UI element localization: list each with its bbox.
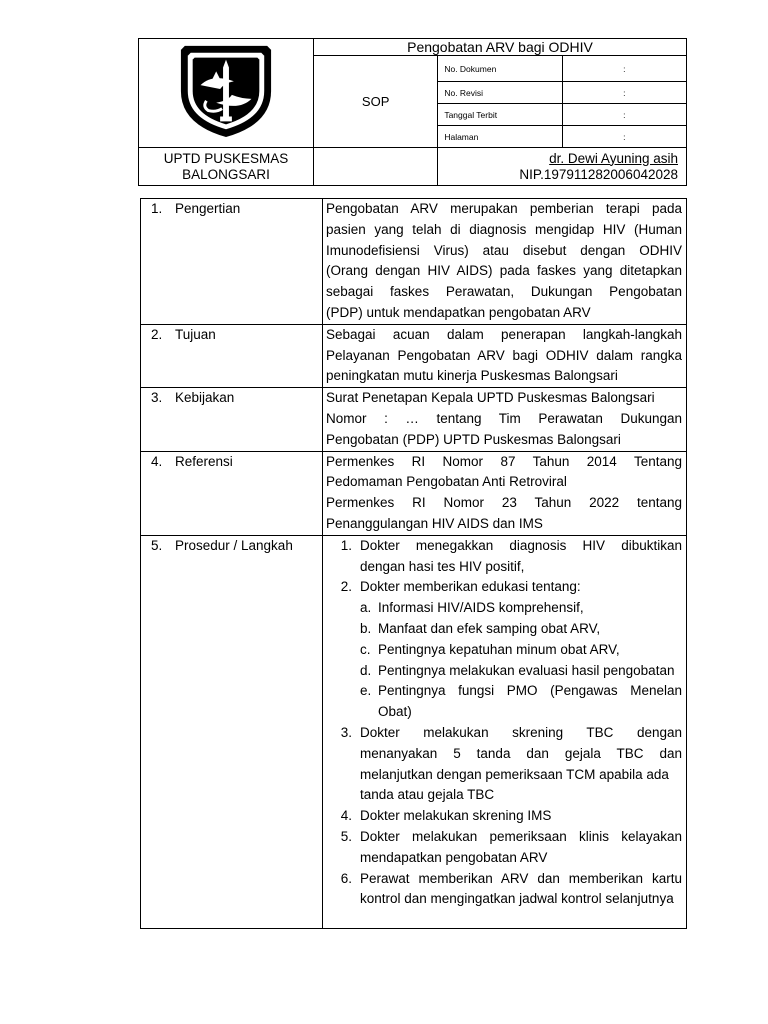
procedure-step: 3. Dokter melakukan skrening TBC dengan menanyakan 5 tanda dan gejala TBC dan melanjutkan dengan pemeriksaan TCM apabila ada tanda atau gejala TBC bbox=[340, 724, 682, 803]
meta-label-tanggal-terbit: Tanggal Terbit bbox=[438, 104, 562, 126]
surabaya-emblem-icon bbox=[177, 42, 275, 140]
sop-label: SOP bbox=[314, 56, 438, 148]
section-content: Surat Penetapan Kepala UPTD Puskesmas Balongsari Nomor : … tentang Tim Perawatan Dukungan Pengobatan (PDP) UPTD Puskesmas Balongsari bbox=[323, 388, 687, 451]
section-label: 2. Tujuan bbox=[141, 324, 323, 387]
organization-name bbox=[139, 148, 314, 186]
org-line-2: BALONGSARI bbox=[182, 166, 270, 182]
procedure-substep: e. Pentingnya fungsi PMO (Pengawas Menelan Obat) bbox=[360, 683, 682, 720]
procedure-step: 5. Dokter melakukan pemeriksaan klinis kelayakan mendapatkan pengobatan ARV bbox=[340, 828, 682, 865]
procedure-substep: c. Pentingnya kepatuhan minum obat ARV, bbox=[360, 641, 620, 657]
meta-colon: : bbox=[562, 82, 686, 104]
section-content bbox=[323, 535, 687, 928]
section-content: Sebagai acuan dalam penerapan langkah-langkah Pelayanan Pengobatan ARV bagi ODHIV dalam rangka peningkatan mutu kinerja Puskesmas Balongsari bbox=[323, 324, 687, 387]
section-content: Permenkes RI Nomor 87 Tahun 2014 Tentang Pedomaman Pengobatan Anti Retroviral Permenkes RI Nomor 23 Tahun 2022 tentang Penanggulangan HIV AIDS dan IMS bbox=[323, 451, 687, 535]
row-kebijakan bbox=[141, 388, 687, 451]
sop-content-table bbox=[140, 198, 687, 929]
sop-header-table bbox=[138, 38, 687, 186]
section-label: 1. Pengertian bbox=[141, 199, 323, 325]
logo-cell bbox=[139, 39, 314, 148]
procedure-substep: b. Manfaat dan efek samping obat ARV, bbox=[360, 620, 601, 636]
section-label: 5. Prosedur / Langkah bbox=[141, 535, 323, 928]
signer-nip: NIP.197911282006042028 bbox=[519, 166, 678, 182]
row-tujuan bbox=[141, 324, 687, 387]
blank-cell bbox=[314, 148, 438, 186]
row-pengertian bbox=[141, 199, 687, 325]
section-label: 3. Kebijakan bbox=[141, 388, 323, 451]
procedure-substep: a. Informasi HIV/AIDS komprehensif, bbox=[360, 600, 584, 616]
meta-label-no-revisi: No. Revisi bbox=[438, 82, 562, 104]
procedure-step: 4. Dokter melakukan skrening IMS bbox=[340, 808, 552, 824]
meta-label-no-dokumen: No. Dokumen bbox=[438, 56, 562, 82]
row-prosedur bbox=[141, 535, 687, 928]
procedure-step: 1. Dokter menegakkan diagnosis HIV dibuktikan dengan hasi tes HIV positif, bbox=[340, 537, 682, 574]
meta-label-halaman: Halaman bbox=[438, 126, 562, 148]
signature-block bbox=[438, 148, 687, 186]
procedure-step: 2. Dokter memberikan edukasi tentang: a. Informasi HIV/AIDS komprehensif, b. Manfaat dan efek samping obat ARV, c. Pentingnya kepatuhan minum obat ARV, d. Pentingnya melakukan evaluasi hasil pengobatan e. Pentingnya fungsi PMO (Pengawas Menelan Obat) bbox=[326, 577, 682, 723]
org-line-1: UPTD PUSKESMAS bbox=[163, 150, 289, 166]
procedure-step: 6. Perawat memberikan ARV dan memberikan kartu kontrol dan mengingatkan jadwal kontrol selanjutnya bbox=[340, 870, 682, 907]
procedure-substep: d. Pentingnya melakukan evaluasi hasil pengobatan bbox=[360, 662, 675, 678]
signer-name: dr. Dewi Ayuning asih bbox=[549, 150, 678, 166]
meta-colon: : bbox=[562, 104, 686, 126]
section-label: 4. Referensi bbox=[141, 451, 323, 535]
meta-colon: : bbox=[562, 126, 686, 148]
row-referensi bbox=[141, 451, 687, 535]
document-title: Pengobatan ARV bagi ODHIV bbox=[314, 39, 687, 56]
meta-colon: : bbox=[562, 56, 686, 82]
section-content: Pengobatan ARV merupakan pemberian terapi pada pasien yang telah di diagnosis mengidap HIV (Human Imunodefisiensi Virus) atau disebut dengan ODHIV (Orang dengan HIV AIDS) pada faskes yang ditetapkan sebagai faskes Perawatan, Dukungan Pengobatan (PDP) untuk mendapatkan pengobatan ARV bbox=[323, 199, 687, 325]
